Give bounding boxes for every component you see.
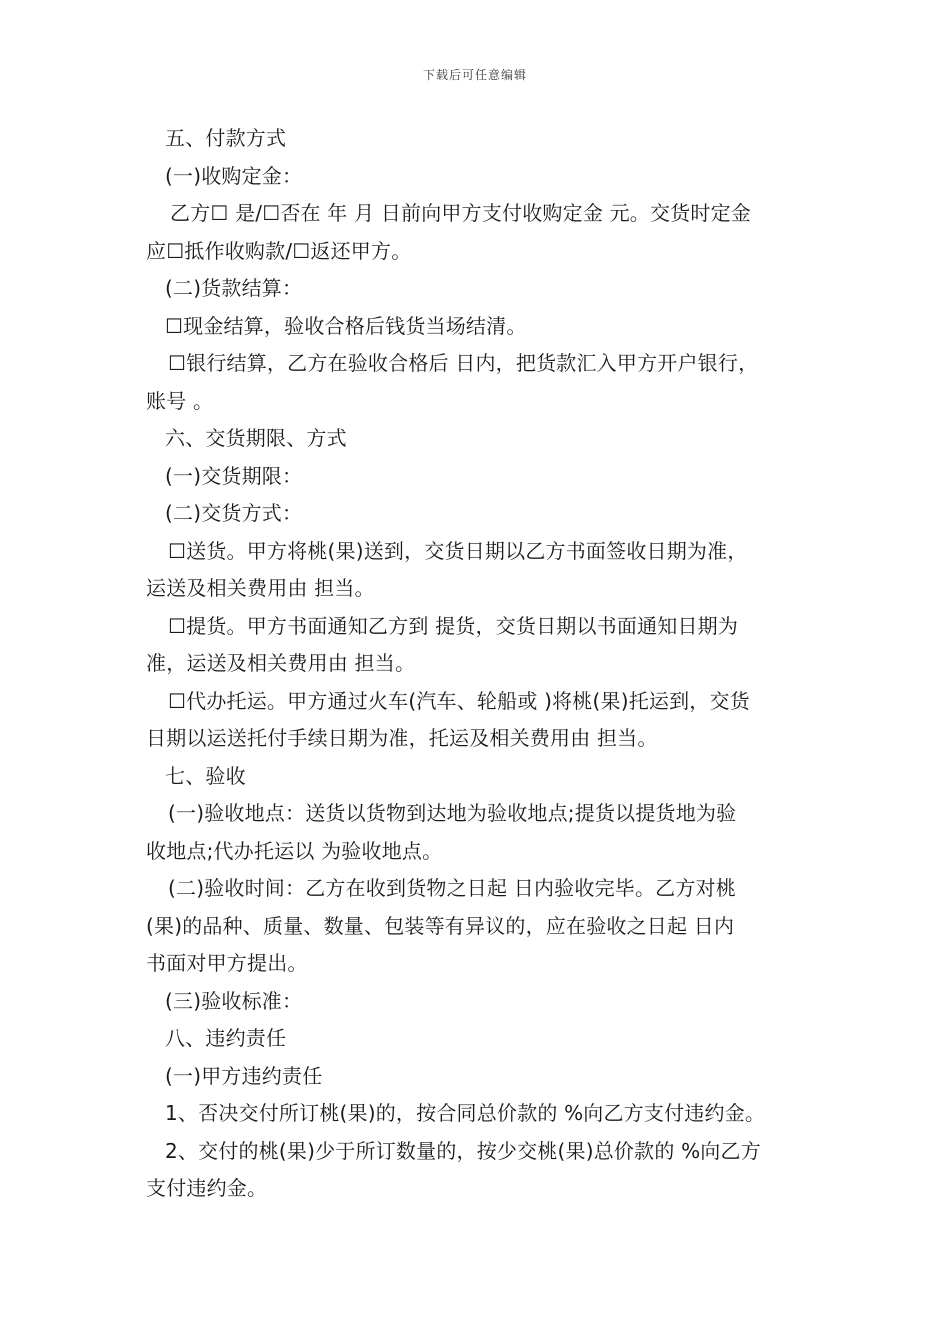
paragraph-line: 应☐抵作收购款/☐返还甲方。 xyxy=(146,238,412,263)
paragraph-line: ☐送货。甲方将桃(果)送到，交货日期以乙方书面签收日期为准， xyxy=(168,538,748,563)
paragraph-line: 乙方☐ 是/☐否在 年 月 日前向甲方支付收购定金 元。交货时定金 xyxy=(170,201,751,225)
section-heading-delivery: 六、交货期限、方式 xyxy=(165,426,347,450)
paragraph-line: (一)验收地点：送货以货物到达地为验收地点;提货以提货地为验 xyxy=(168,801,737,825)
paragraph-line: (二)验收时间：乙方在收到货物之日起 日内验收完毕。乙方对桃 xyxy=(168,876,736,900)
paragraph-line: 准，运送及相关费用由 担当。 xyxy=(146,651,416,675)
section-heading-payment: 五、付款方式 xyxy=(165,126,287,150)
subsection-delivery-method: (二)交货方式： xyxy=(165,501,303,525)
subsection-inspection-standard: (三)验收标准： xyxy=(165,988,303,1013)
paragraph-line: ☐提货。甲方书面通知乙方到 提货，交货日期以书面通知日期为 xyxy=(168,613,739,638)
paragraph-line: 运送及相关费用由 担当。 xyxy=(146,576,375,600)
paragraph-line: 1、否决交付所订桃(果)的，按合同总价款的 %向乙方支付违约金。 xyxy=(165,1101,766,1125)
page-header: 下载后可任意编辑 xyxy=(422,68,527,82)
paragraph-line: 日期以运送托付手续日期为准，托运及相关费用由 担当。 xyxy=(146,726,658,750)
paragraph-line: 书面对甲方提出。 xyxy=(146,951,308,975)
subsection-delivery-term: (一)交货期限： xyxy=(165,463,303,488)
section-heading-inspection: 七、验收 xyxy=(165,763,246,788)
paragraph-line: ☐现金结算，验收合格后钱货当场结清。 xyxy=(165,313,527,338)
paragraph-line: 收地点;代办托运以 为验收地点。 xyxy=(146,838,443,863)
paragraph-line: 账号 。 xyxy=(146,388,214,413)
paragraph-line: 支付违约金。 xyxy=(146,1176,268,1200)
paragraph-line: ☐代办托运。甲方通过火车(汽车、轮船或 )将桃(果)托运到，交货 xyxy=(168,688,750,713)
contract-body xyxy=(146,120,816,1208)
subsection-deposit: (一)收购定金： xyxy=(165,163,303,188)
section-heading-liability: 八、违约责任 xyxy=(165,1026,287,1050)
subsection-settlement: (二)货款结算： xyxy=(165,276,303,300)
subsection-party-a-liability: (一)甲方违约责任 xyxy=(165,1063,323,1088)
paragraph-line: 2、交付的桃(果)少于所订数量的，按少交桃(果)总价款的 %向乙方 xyxy=(165,1138,761,1163)
paragraph-line: (果)的品种、质量、数量、包装等有异议的，应在验收之日起 日内 xyxy=(146,913,735,938)
paragraph-line: ☐银行结算，乙方在验收合格后 日内，把货款汇入甲方开户银行， xyxy=(168,351,759,375)
